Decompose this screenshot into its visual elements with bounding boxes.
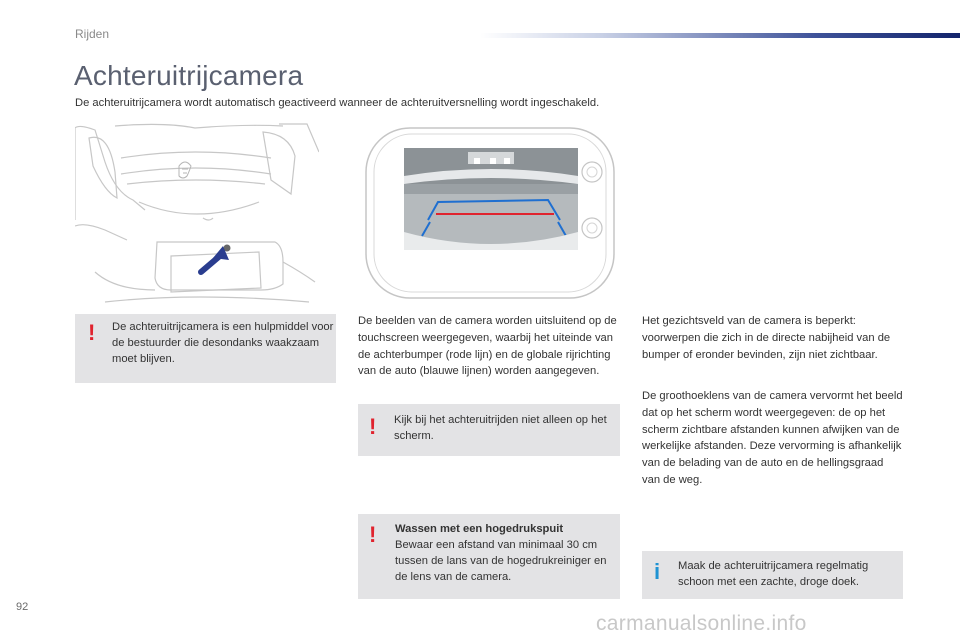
touchscreen-illustration [358, 122, 620, 304]
knob-icon [582, 218, 602, 238]
warning-title: Wassen met een hogedrukspuit [395, 523, 564, 535]
warning-note-look [358, 404, 620, 456]
watermark: carmanualsonline.info [596, 612, 807, 635]
field-of-view-paragraph: Het gezichtsveld van de camera is beperkt: voorwerpen die zich in de directe nabijheid van de bumper of eronder bevinden, zijn niet zichtbaar. [642, 315, 891, 361]
info-note-clean [642, 551, 903, 599]
knob-icon [582, 162, 602, 182]
warning-text: De achteruitrijcamera is een hulpmiddel voor de bestuurder die desondanks waakzaam moet blijven. [112, 321, 334, 365]
warning-note-wash [358, 514, 620, 599]
warning-icon: ! [369, 414, 377, 439]
page-title: Achteruitrijcamera [74, 60, 304, 91]
warning-icon: ! [369, 522, 377, 547]
warning-note-assist [75, 314, 336, 383]
section-label: Rijden [75, 27, 110, 41]
page-number: 92 [16, 601, 29, 613]
wide-angle-paragraph: De groothoeklens van de camera vervormt het beeld dat op het scherm wordt weergegeven: de op het scherm zichtbare afstanden kunnen afwijken van de werkelijke afstanden. Deze vervorming is afhankelijk van de belading van de auto en de hellingsgraad van de weg. [642, 390, 903, 486]
warning-text: Bewaar een afstand van minimaal 30 cm tussen de lans van de hogedrukreiniger en de lens van de camera. [395, 539, 607, 583]
info-icon: i [654, 559, 661, 584]
intro-text: De achteruitrijcamera wordt automatisch geactiveerd wanneer de achteruitversnelling wordt ingeschakeld. [75, 97, 600, 109]
header-bar [480, 33, 960, 38]
info-text: Maak de achteruitrijcamera regelmatig schoon met een zachte, droge doek. [678, 560, 869, 588]
warning-icon: ! [88, 320, 96, 345]
warning-text: Kijk bij het achteruitrijden niet alleen op het scherm. [394, 414, 607, 442]
car-rear-illustration [75, 122, 319, 304]
camera-image-description: De beelden van de camera worden uitsluitend op de touchscreen weergegeven, waarbij het uiteinde van de achterbumper (rode lijn) en de globale rijrichting van de auto (blauwe lijnen) worden aangegeven. [358, 315, 617, 378]
